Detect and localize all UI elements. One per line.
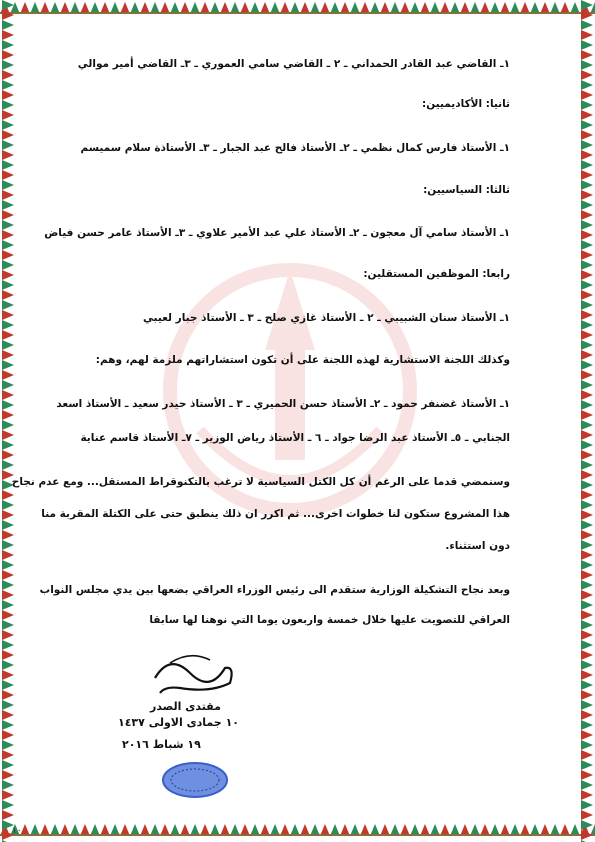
heading-independents: رابعا: الموظفين المستقلين: xyxy=(363,268,510,280)
advisory-list-line-2: الجنابي ـ ٥ـ الأستاذ عبد الرضا جواد ـ ٦ ـ الأستاذ رياض الوزير ـ ٧ـ الأستاذ قاسم عناية xyxy=(80,432,510,444)
advisory-intro: وكذلك اللجنة الاستشارية لهذه اللجنة على أن تكون استشاراتهم ملزمة لهم، وهم: xyxy=(95,354,510,366)
signatory-name: مقتدى الصدر xyxy=(150,700,221,713)
politicians-list: ١ـ الأستاذ سامي آل معجون ـ ٢ـ الأستاذ علي عبد الأمير علاوي ـ ٣ـ الأستاذ عامر حسن فياض xyxy=(44,227,510,239)
handwritten-signature-icon xyxy=(150,648,240,698)
advisory-list-line-1: ١ـ الأستاذ غضنفر حمود ـ ٢ـ الأستاذ حسن الحميري ـ ٣ ـ الأستاذ حيدر سعيد ـ الأستاذ اسعد xyxy=(56,398,510,410)
date-gregorian: ١٩ شباط ٢٠١٦ xyxy=(122,738,201,751)
judges-list: ١ـ القاضي عبد القادر الحمداني ـ ٢ ـ القاضي سامي العموري ـ ٣ـ القاضي أمير موالي xyxy=(77,58,510,70)
paragraph-line-1: وسنمضي قدما على الرغم أن كل الكتل السياسية لا ترغب بالتكنوقراط المستقل... ومع عدم نجاح xyxy=(11,476,510,488)
paragraph-line-2: هذا المشروع ستكون لنا خطوات اخرى... ثم اكرر ان ذلك ينطبق حتى على الكتلة المقربة منا xyxy=(41,508,510,520)
ornament-border-left xyxy=(0,0,16,842)
closing-line-2: العراقي للتصويت عليها خلال خمسة واربعون يوما التي نوهنا لها سابقا xyxy=(149,614,510,626)
office-stamp-icon xyxy=(160,760,230,800)
independents-list: ١ـ الأستاذ سنان الشبيبي ـ ٢ ـ الأستاذ غازي صلح ـ ٣ ـ الأستاذ جبار لعيبي xyxy=(142,312,510,324)
ornament-border-right xyxy=(579,0,595,842)
academics-list: ١ـ الأستاذ فارس كمال نظمي ـ ٢ـ الأستاذ فالح عبد الجبار ـ ٣ـ الأستاذة سلام سميسم xyxy=(80,142,510,154)
page-footer-number: ١٠ xyxy=(12,826,22,836)
heading-academics: ثانيا: الأكاديميين: xyxy=(422,98,510,110)
date-hijri: ١٠ جمادى الاولى ١٤٣٧ xyxy=(118,716,240,729)
heading-politicians: ثالثا: السياسيين: xyxy=(423,184,510,196)
closing-line-1: وبعد نجاح التشكيلة الوزارية ستقدم الى رئيس الوزراء العراقي بضعها بين يدي مجلس النواب xyxy=(39,584,510,596)
paragraph-line-3: دون استثناء. xyxy=(445,540,510,552)
